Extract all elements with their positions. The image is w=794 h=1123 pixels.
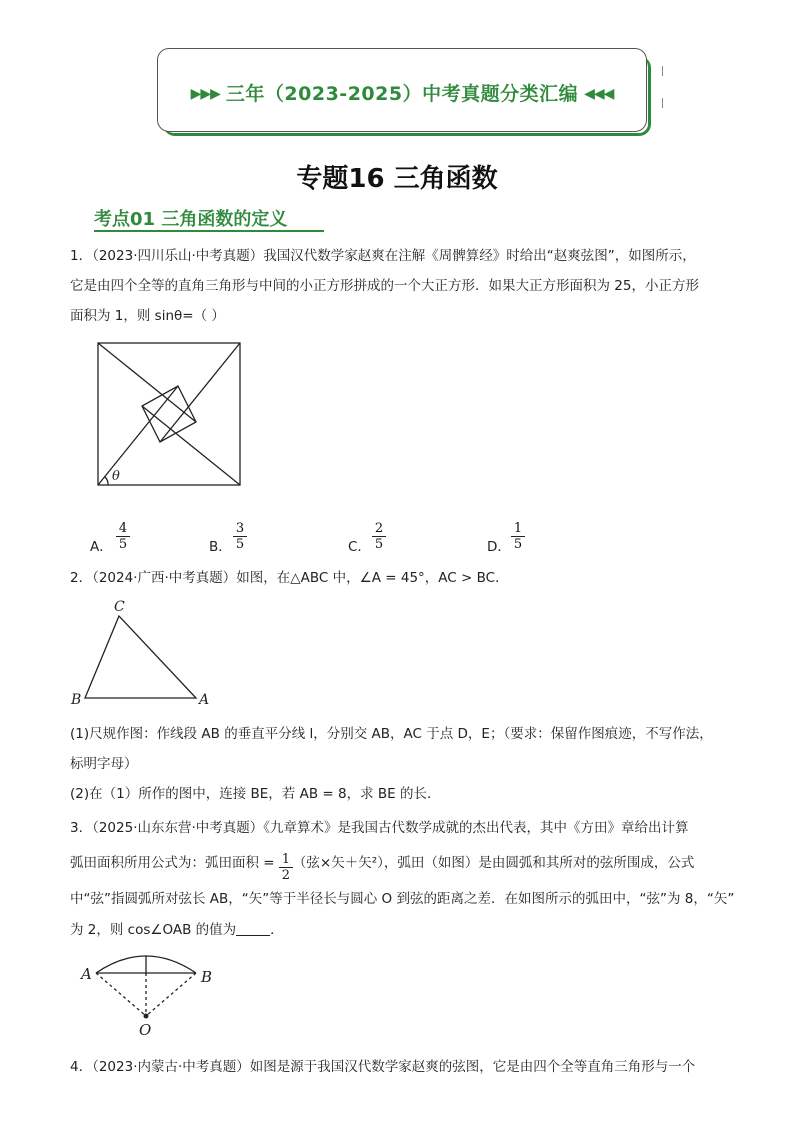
right-arrows-icon: ▶▶▶: [190, 86, 220, 102]
option-d-numerator: 1: [511, 521, 525, 537]
q2-part2: (2)在（1）所作的图中，连接 BE，若 AB = 8，求 BE 的长．: [70, 786, 441, 802]
q3-formula-suffix: （弦×矢＋矢²），弧田（如图）是由圆弧和其所对的弦所围成，公式: [292, 855, 695, 871]
q3-formula-prefix: 弧田面积所用公式为：弧田面积 =: [70, 855, 279, 871]
answer-blank[interactable]: [236, 923, 270, 936]
option-a-numerator: 4: [116, 521, 130, 537]
theta-label: θ: [112, 469, 120, 484]
option-c-fraction[interactable]: [372, 521, 386, 552]
option-d-fraction[interactable]: [511, 521, 525, 552]
option-b-fraction[interactable]: [233, 521, 247, 552]
outer-square: [98, 343, 240, 485]
banner-text: 三年（2023-2025）中考真题分类汇编: [225, 83, 579, 105]
theta-arc: [105, 477, 108, 485]
q1-line-2: 它是由四个全等的直角三角形与中间的小正方形拼成的一个大正方形．如果大正方形面积为 25，小正方形: [70, 278, 699, 294]
point-o-label: O: [139, 1021, 152, 1039]
option-c-denominator: 5: [374, 537, 384, 552]
q2-part1-line-1: (1)尺规作图：作线段 AB 的垂直平分线 l，分别交 AB，AC 于点 D，E；（要求：保留作图痕迹，不写作法，: [70, 726, 713, 742]
q1-line-3: 面积为 1，则 sinθ=（ ）: [70, 308, 225, 324]
option-c-label[interactable]: C．: [348, 539, 371, 555]
left-arrows-icon: ◀◀◀: [584, 86, 614, 102]
header-banner: [157, 48, 647, 132]
q3-fraction-numerator: 1: [279, 852, 293, 868]
banner-title: [158, 79, 646, 106]
q1-line-1: 1．（2023·四川乐山·中考真题）我国汉代数学家赵爽在注解《周髀算经》时给出“赵爽弦图”，如图所示，: [70, 248, 696, 264]
margin-tick: [662, 66, 663, 76]
point-b-label: B: [201, 968, 213, 986]
vertex-b-label: B: [71, 692, 82, 708]
arc-field-figure: [75, 945, 225, 1040]
margin-tick: [662, 98, 663, 108]
q3-fraction-denominator: 2: [281, 868, 291, 883]
point-a-label: A: [81, 965, 92, 983]
q2-line-1: 2．（2024·广西·中考真题）如图，在△ABC 中，∠A = 45°，AC > BC．: [70, 570, 509, 586]
q2-part1-line-2: 标明字母）: [70, 756, 138, 772]
inner-square: [142, 386, 196, 442]
q3-line-1: 3．（2025·山东东营·中考真题）《九章算术》是我国古代数学成就的杰出代表，其中《方田》章给出计算: [70, 820, 689, 836]
triangle-abc: [85, 616, 196, 698]
option-a-fraction[interactable]: [116, 521, 130, 552]
center-o-point: [144, 1014, 149, 1019]
option-a-denominator: 5: [118, 537, 128, 552]
option-b-denominator: 5: [235, 537, 245, 552]
q3-fraction: [279, 852, 293, 883]
option-d-denominator: 5: [513, 537, 523, 552]
option-b-label[interactable]: B．: [209, 539, 232, 555]
radius-oa: [96, 973, 146, 1016]
radius-ob: [146, 973, 196, 1016]
zhao-shuang-chord-figure: [95, 340, 245, 492]
option-b-numerator: 3: [233, 521, 247, 537]
q3-line-3: 中“弦”指圆弧所对弦长 AB，“矢”等于半径长与圆心 O 到弦的距离之差．在如图所示的弧田中，“弦”为 8，“矢”: [70, 891, 735, 907]
vertex-a-label: A: [199, 692, 210, 708]
vertex-c-label: C: [114, 599, 125, 615]
section-heading: 考点01 三角函数的定义: [94, 209, 288, 230]
option-d-label[interactable]: D．: [487, 539, 511, 555]
triangle-abc-figure: [68, 596, 218, 712]
section-underline: [94, 230, 324, 232]
q3-line-2: [70, 852, 695, 883]
q4-line-1: 4．（2023·内蒙古·中考真题）如图是源于我国汉代数学家赵爽的弦图，它是由四个全等直角三角形与一个: [70, 1059, 696, 1075]
q3-period: ．: [270, 922, 284, 938]
page-title: 专题16 三角函数: [296, 164, 498, 194]
option-c-numerator: 2: [372, 521, 386, 537]
q3-question: 为 2，则 cos∠OAB 的值为: [70, 922, 237, 938]
q3-line-4: [70, 920, 284, 940]
option-a-label[interactable]: A．: [90, 539, 113, 555]
